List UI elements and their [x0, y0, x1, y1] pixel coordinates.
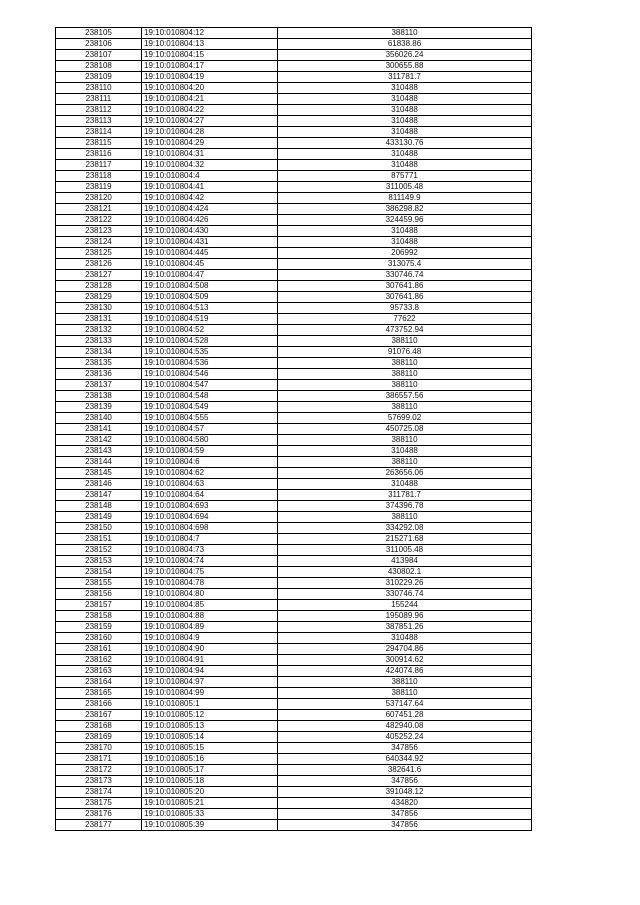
value-cell: 61838.86 [278, 39, 532, 50]
table-row [56, 644, 532, 655]
value-cell: 537147.64 [278, 699, 532, 710]
cadastral-number-cell: 19:10:010804:91 [142, 655, 278, 666]
row-number-cell: 238115 [56, 138, 142, 149]
row-number-cell: 238160 [56, 633, 142, 644]
value-cell: 607451.28 [278, 710, 532, 721]
cadastral-number-cell: 19:10:010804:88 [142, 611, 278, 622]
cadastral-number-cell: 19:10:010804:693 [142, 501, 278, 512]
table-row [56, 39, 532, 50]
row-number-cell: 238167 [56, 710, 142, 721]
row-number-cell: 238112 [56, 105, 142, 116]
row-number-cell: 238155 [56, 578, 142, 589]
value-cell: 388110 [278, 677, 532, 688]
row-number-cell: 238156 [56, 589, 142, 600]
cadastral-number-cell: 19:10:010804:17 [142, 61, 278, 72]
cadastral-number-cell: 19:10:010804:13 [142, 39, 278, 50]
cadastral-number-cell: 19:10:010805:14 [142, 732, 278, 743]
value-cell: 310488 [278, 160, 532, 171]
row-number-cell: 238171 [56, 754, 142, 765]
cadastral-number-cell: 19:10:010804:698 [142, 523, 278, 534]
cadastral-number-cell: 19:10:010804:555 [142, 413, 278, 424]
table-row [56, 633, 532, 644]
row-number-cell: 238139 [56, 402, 142, 413]
value-cell: 347856 [278, 776, 532, 787]
row-number-cell: 238122 [56, 215, 142, 226]
value-cell: 300655.88 [278, 61, 532, 72]
row-number-cell: 238132 [56, 325, 142, 336]
cadastral-number-cell: 19:10:010804:73 [142, 545, 278, 556]
table-row [56, 699, 532, 710]
row-number-cell: 238129 [56, 292, 142, 303]
cadastral-number-cell: 19:10:010804:546 [142, 369, 278, 380]
value-cell: 195089.96 [278, 611, 532, 622]
table-row [56, 490, 532, 501]
cadastral-number-cell: 19:10:010804:445 [142, 248, 278, 259]
value-cell: 310488 [278, 127, 532, 138]
cadastral-number-cell: 19:10:010804:29 [142, 138, 278, 149]
value-cell: 388110 [278, 336, 532, 347]
row-number-cell: 238126 [56, 259, 142, 270]
cadastral-number-cell: 19:10:010804:57 [142, 424, 278, 435]
table-row [56, 94, 532, 105]
table-row [56, 149, 532, 160]
cadastral-number-cell: 19:10:010804:547 [142, 380, 278, 391]
cadastral-number-cell: 19:10:010804:426 [142, 215, 278, 226]
value-cell: 430802.1 [278, 567, 532, 578]
cadastral-number-cell: 19:10:010805:18 [142, 776, 278, 787]
table-row [56, 61, 532, 72]
cadastral-number-cell: 19:10:010805:12 [142, 710, 278, 721]
table-row [56, 325, 532, 336]
table-row [56, 776, 532, 787]
row-number-cell: 238166 [56, 699, 142, 710]
cadastral-number-cell: 19:10:010804:20 [142, 83, 278, 94]
value-cell: 310488 [278, 633, 532, 644]
table-row [56, 270, 532, 281]
table-row [56, 171, 532, 182]
table-row [56, 204, 532, 215]
row-number-cell: 238164 [56, 677, 142, 688]
row-number-cell: 238107 [56, 50, 142, 61]
table-row [56, 820, 532, 831]
table-row [56, 611, 532, 622]
cadastral-number-cell: 19:10:010804:42 [142, 193, 278, 204]
cadastral-number-cell: 19:10:010804:536 [142, 358, 278, 369]
value-cell: 386557.56 [278, 391, 532, 402]
cadastral-number-cell: 19:10:010805:20 [142, 787, 278, 798]
row-number-cell: 238174 [56, 787, 142, 798]
table-row [56, 468, 532, 479]
cadastral-number-cell: 19:10:010804:59 [142, 446, 278, 457]
table-row [56, 193, 532, 204]
row-number-cell: 238175 [56, 798, 142, 809]
row-number-cell: 238127 [56, 270, 142, 281]
value-cell: 307641.86 [278, 292, 532, 303]
cadastral-number-cell: 19:10:010804:15 [142, 50, 278, 61]
row-number-cell: 238144 [56, 457, 142, 468]
row-number-cell: 238138 [56, 391, 142, 402]
value-cell: 388110 [278, 435, 532, 446]
row-number-cell: 238141 [56, 424, 142, 435]
table-row [56, 259, 532, 270]
cadastral-number-cell: 19:10:010804:28 [142, 127, 278, 138]
row-number-cell: 238145 [56, 468, 142, 479]
row-number-cell: 238153 [56, 556, 142, 567]
value-cell: 356026.24 [278, 50, 532, 61]
cadastral-number-cell: 19:10:010804:694 [142, 512, 278, 523]
table-row [56, 358, 532, 369]
cadastral-number-cell: 19:10:010804:548 [142, 391, 278, 402]
row-number-cell: 238159 [56, 622, 142, 633]
value-cell: 434820 [278, 798, 532, 809]
row-number-cell: 238170 [56, 743, 142, 754]
table-row [56, 798, 532, 809]
row-number-cell: 238169 [56, 732, 142, 743]
table-row [56, 116, 532, 127]
cadastral-number-cell: 19:10:010804:513 [142, 303, 278, 314]
value-cell: 310229.26 [278, 578, 532, 589]
table-row [56, 413, 532, 424]
cadastral-number-cell: 19:10:010804:52 [142, 325, 278, 336]
cadastral-number-cell: 19:10:010804:519 [142, 314, 278, 325]
value-cell: 387851.26 [278, 622, 532, 633]
value-cell: 388110 [278, 457, 532, 468]
value-cell: 311005.48 [278, 545, 532, 556]
cadastral-number-cell: 19:10:010804:74 [142, 556, 278, 567]
row-number-cell: 238117 [56, 160, 142, 171]
value-cell: 310488 [278, 94, 532, 105]
table-row [56, 336, 532, 347]
table-row [56, 765, 532, 776]
row-number-cell: 238128 [56, 281, 142, 292]
value-cell: 294704.86 [278, 644, 532, 655]
cadastral-number-cell: 19:10:010804:424 [142, 204, 278, 215]
row-number-cell: 238165 [56, 688, 142, 699]
row-number-cell: 238172 [56, 765, 142, 776]
table-row [56, 314, 532, 325]
row-number-cell: 238120 [56, 193, 142, 204]
row-number-cell: 238121 [56, 204, 142, 215]
row-number-cell: 238106 [56, 39, 142, 50]
cadastral-number-cell: 19:10:010804:27 [142, 116, 278, 127]
cadastral-number-cell: 19:10:010804:85 [142, 600, 278, 611]
value-cell: 450725.08 [278, 424, 532, 435]
value-cell: 313075.4 [278, 259, 532, 270]
value-cell: 310488 [278, 116, 532, 127]
row-number-cell: 238151 [56, 534, 142, 545]
table-row [56, 292, 532, 303]
value-cell: 310488 [278, 446, 532, 457]
cadastral-number-cell: 19:10:010805:17 [142, 765, 278, 776]
value-cell: 263656.06 [278, 468, 532, 479]
table-row [56, 160, 532, 171]
value-cell: 640344.92 [278, 754, 532, 765]
value-cell: 215271.68 [278, 534, 532, 545]
table-row [56, 545, 532, 556]
table-row [56, 743, 532, 754]
row-number-cell: 238109 [56, 72, 142, 83]
cadastral-number-cell: 19:10:010804:19 [142, 72, 278, 83]
table-row [56, 83, 532, 94]
cadastral-number-cell: 19:10:010804:431 [142, 237, 278, 248]
row-number-cell: 238176 [56, 809, 142, 820]
table-row [56, 182, 532, 193]
cadastral-number-cell: 19:10:010804:6 [142, 457, 278, 468]
cadastral-number-cell: 19:10:010805:39 [142, 820, 278, 831]
table-row [56, 28, 532, 39]
value-cell: 324459.96 [278, 215, 532, 226]
cadastral-number-cell: 19:10:010804:528 [142, 336, 278, 347]
value-cell: 95733.8 [278, 303, 532, 314]
value-cell: 424074.86 [278, 666, 532, 677]
value-cell: 91076.48 [278, 347, 532, 358]
value-cell: 330746.74 [278, 589, 532, 600]
cadastral-number-cell: 19:10:010805:13 [142, 721, 278, 732]
value-cell: 57699.02 [278, 413, 532, 424]
cadastral-number-cell: 19:10:010804:80 [142, 589, 278, 600]
value-cell: 311781.7 [278, 72, 532, 83]
value-cell: 405252.24 [278, 732, 532, 743]
cadastral-number-cell: 19:10:010804:580 [142, 435, 278, 446]
cadastral-value-table [55, 27, 532, 831]
table-row [56, 501, 532, 512]
table-row [56, 578, 532, 589]
table-row [56, 809, 532, 820]
row-number-cell: 238150 [56, 523, 142, 534]
cadastral-number-cell: 19:10:010804:78 [142, 578, 278, 589]
cadastral-number-cell: 19:10:010804:508 [142, 281, 278, 292]
table-row [56, 556, 532, 567]
table-row [56, 589, 532, 600]
row-number-cell: 238105 [56, 28, 142, 39]
table-row [56, 710, 532, 721]
cadastral-number-cell: 19:10:010804:32 [142, 160, 278, 171]
value-cell: 388110 [278, 512, 532, 523]
row-number-cell: 238124 [56, 237, 142, 248]
table-row [56, 380, 532, 391]
cadastral-number-cell: 19:10:010804:62 [142, 468, 278, 479]
row-number-cell: 238123 [56, 226, 142, 237]
value-cell: 347856 [278, 820, 532, 831]
cadastral-number-cell: 19:10:010804:22 [142, 105, 278, 116]
value-cell: 155244 [278, 600, 532, 611]
value-cell: 310488 [278, 237, 532, 248]
value-cell: 307641.86 [278, 281, 532, 292]
value-cell: 206992 [278, 248, 532, 259]
row-number-cell: 238157 [56, 600, 142, 611]
table-row [56, 534, 532, 545]
row-number-cell: 238177 [56, 820, 142, 831]
table-row [56, 732, 532, 743]
cadastral-number-cell: 19:10:010805:15 [142, 743, 278, 754]
row-number-cell: 238148 [56, 501, 142, 512]
cadastral-number-cell: 19:10:010805:16 [142, 754, 278, 765]
row-number-cell: 238154 [56, 567, 142, 578]
cadastral-number-cell: 19:10:010804:63 [142, 479, 278, 490]
value-cell: 310488 [278, 226, 532, 237]
value-cell: 811149.9 [278, 193, 532, 204]
table-row [56, 303, 532, 314]
row-number-cell: 238108 [56, 61, 142, 72]
table-row [56, 347, 532, 358]
row-number-cell: 238168 [56, 721, 142, 732]
row-number-cell: 238162 [56, 655, 142, 666]
row-number-cell: 238147 [56, 490, 142, 501]
table-row [56, 523, 532, 534]
cadastral-number-cell: 19:10:010805:21 [142, 798, 278, 809]
cadastral-number-cell: 19:10:010805:1 [142, 699, 278, 710]
row-number-cell: 238140 [56, 413, 142, 424]
row-number-cell: 238158 [56, 611, 142, 622]
cadastral-number-cell: 19:10:010804:549 [142, 402, 278, 413]
cadastral-number-cell: 19:10:010804:430 [142, 226, 278, 237]
row-number-cell: 238130 [56, 303, 142, 314]
table-row [56, 402, 532, 413]
value-cell: 482940.08 [278, 721, 532, 732]
table-row [56, 391, 532, 402]
table-row [56, 567, 532, 578]
table-row [56, 787, 532, 798]
row-number-cell: 238110 [56, 83, 142, 94]
table-row [56, 688, 532, 699]
value-cell: 413984 [278, 556, 532, 567]
value-cell: 374396.78 [278, 501, 532, 512]
cadastral-number-cell: 19:10:010804:21 [142, 94, 278, 105]
table-row [56, 512, 532, 523]
value-cell: 334292.08 [278, 523, 532, 534]
cadastral-number-cell: 19:10:010804:12 [142, 28, 278, 39]
value-cell: 473752.94 [278, 325, 532, 336]
cadastral-number-cell: 19:10:010804:99 [142, 688, 278, 699]
table-row [56, 677, 532, 688]
table-row [56, 655, 532, 666]
cadastral-number-cell: 19:10:010804:9 [142, 633, 278, 644]
row-number-cell: 238116 [56, 149, 142, 160]
cadastral-number-cell: 19:10:010804:94 [142, 666, 278, 677]
value-cell: 386298.82 [278, 204, 532, 215]
cadastral-number-cell: 19:10:010804:535 [142, 347, 278, 358]
table-row [56, 237, 532, 248]
row-number-cell: 238118 [56, 171, 142, 182]
row-number-cell: 238161 [56, 644, 142, 655]
row-number-cell: 238136 [56, 369, 142, 380]
table-row [56, 138, 532, 149]
cadastral-number-cell: 19:10:010805:33 [142, 809, 278, 820]
table-row [56, 479, 532, 490]
value-cell: 310488 [278, 83, 532, 94]
cadastral-number-cell: 19:10:010804:64 [142, 490, 278, 501]
cadastral-number-cell: 19:10:010804:97 [142, 677, 278, 688]
table-row [56, 600, 532, 611]
table-row [56, 215, 532, 226]
row-number-cell: 238114 [56, 127, 142, 138]
table-row [56, 457, 532, 468]
value-cell: 310488 [278, 149, 532, 160]
row-number-cell: 238173 [56, 776, 142, 787]
row-number-cell: 238111 [56, 94, 142, 105]
value-cell: 388110 [278, 402, 532, 413]
cadastral-number-cell: 19:10:010804:90 [142, 644, 278, 655]
cadastral-number-cell: 19:10:010804:47 [142, 270, 278, 281]
value-cell: 433130.76 [278, 138, 532, 149]
table-body [56, 28, 532, 831]
row-number-cell: 238113 [56, 116, 142, 127]
cadastral-number-cell: 19:10:010804:4 [142, 171, 278, 182]
value-cell: 391048.12 [278, 787, 532, 798]
value-cell: 347856 [278, 743, 532, 754]
table-row [56, 281, 532, 292]
cadastral-number-cell: 19:10:010804:89 [142, 622, 278, 633]
table-row [56, 72, 532, 83]
value-cell: 311005.48 [278, 182, 532, 193]
table-row [56, 424, 532, 435]
value-cell: 388110 [278, 28, 532, 39]
cadastral-number-cell: 19:10:010804:7 [142, 534, 278, 545]
row-number-cell: 238143 [56, 446, 142, 457]
row-number-cell: 238149 [56, 512, 142, 523]
table-row [56, 754, 532, 765]
value-cell: 310488 [278, 105, 532, 116]
value-cell: 875771 [278, 171, 532, 182]
value-cell: 311781.7 [278, 490, 532, 501]
table-row [56, 105, 532, 116]
table-row [56, 226, 532, 237]
table-row [56, 622, 532, 633]
cadastral-number-cell: 19:10:010804:75 [142, 567, 278, 578]
cadastral-number-cell: 19:10:010804:45 [142, 259, 278, 270]
cadastral-number-cell: 19:10:010804:31 [142, 149, 278, 160]
row-number-cell: 238152 [56, 545, 142, 556]
row-number-cell: 238133 [56, 336, 142, 347]
row-number-cell: 238142 [56, 435, 142, 446]
value-cell: 310488 [278, 479, 532, 490]
row-number-cell: 238137 [56, 380, 142, 391]
row-number-cell: 238163 [56, 666, 142, 677]
value-cell: 388110 [278, 358, 532, 369]
value-cell: 388110 [278, 688, 532, 699]
table-row [56, 248, 532, 259]
row-number-cell: 238135 [56, 358, 142, 369]
value-cell: 388110 [278, 369, 532, 380]
value-cell: 347856 [278, 809, 532, 820]
row-number-cell: 238131 [56, 314, 142, 325]
row-number-cell: 238125 [56, 248, 142, 259]
cadastral-number-cell: 19:10:010804:509 [142, 292, 278, 303]
table-row [56, 369, 532, 380]
row-number-cell: 238119 [56, 182, 142, 193]
value-cell: 77622 [278, 314, 532, 325]
row-number-cell: 238146 [56, 479, 142, 490]
table-row [56, 666, 532, 677]
table-row [56, 127, 532, 138]
value-cell: 388110 [278, 380, 532, 391]
cadastral-number-cell: 19:10:010804:41 [142, 182, 278, 193]
table-row [56, 435, 532, 446]
table-row [56, 50, 532, 61]
table-row [56, 446, 532, 457]
table-row [56, 721, 532, 732]
value-cell: 330746.74 [278, 270, 532, 281]
value-cell: 382641.6 [278, 765, 532, 776]
row-number-cell: 238134 [56, 347, 142, 358]
value-cell: 300914.62 [278, 655, 532, 666]
